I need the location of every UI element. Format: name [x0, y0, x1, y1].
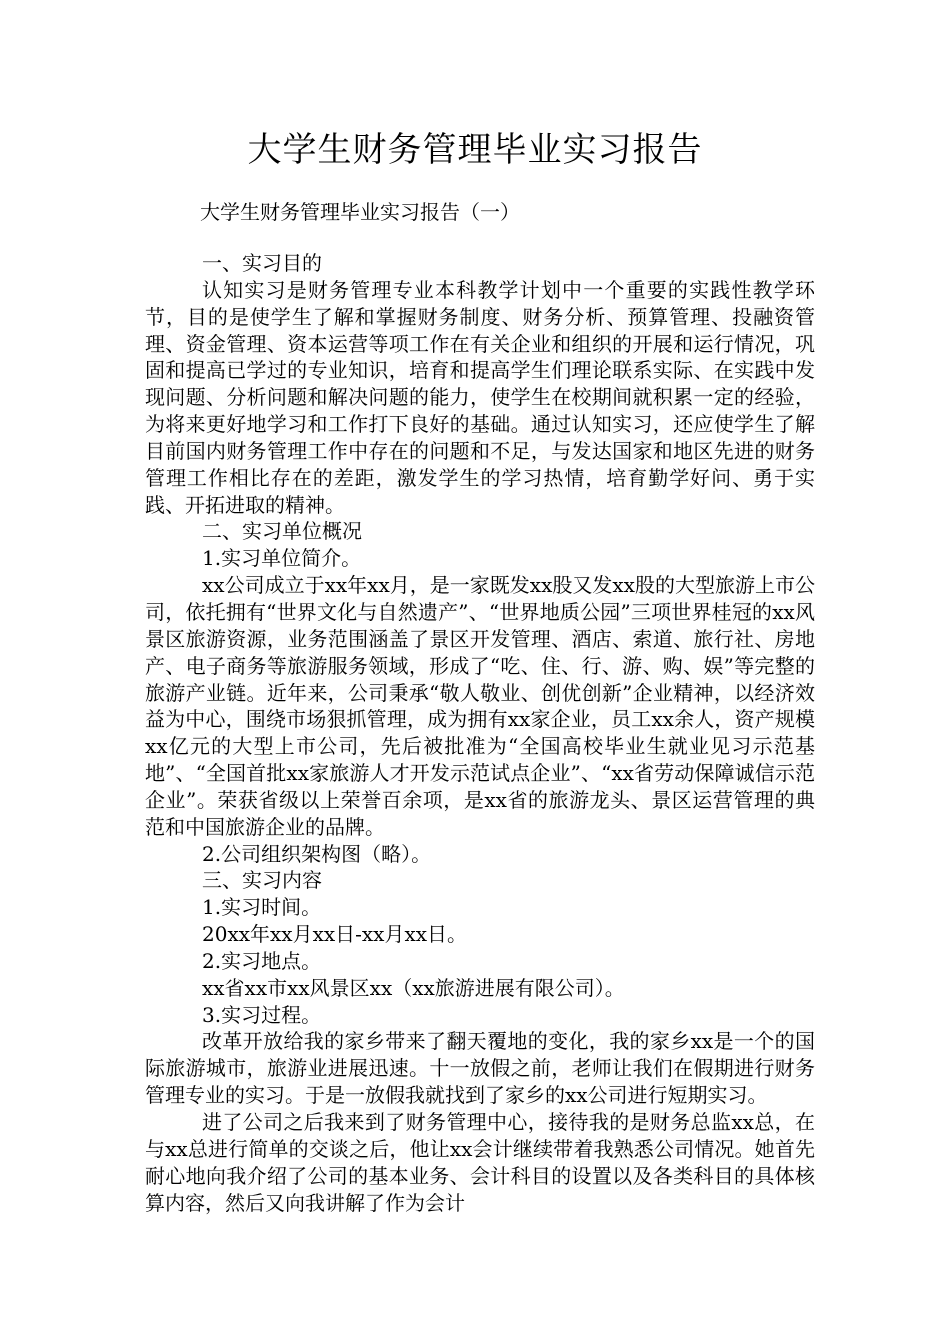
- document-title: 大学生财务管理毕业实习报告: [247, 130, 703, 170]
- body-line: xx省xx市xx风景区xx（xx旅游进展有限公司）。: [202, 975, 625, 1000]
- subsection-heading: 2.公司组织架构图（略）。: [202, 841, 432, 866]
- body-paragraph: 改革开放给我的家乡带来了翻天覆地的变化，我的家乡xx是一个的国际旅游城市，旅游业进展迅速。十一放假之前，老师让我们在假期进行财务管理专业的实习。于是一放假我就找到了家乡的xx公司进行短期实习。: [145, 1029, 815, 1108]
- subsection-heading: 1.实习时间。: [202, 895, 322, 920]
- subsection-heading: 1.实习单位简介。: [202, 546, 362, 571]
- subsection-heading: 2.实习地点。: [202, 948, 322, 973]
- subsection-heading: 3.实习过程。: [202, 1002, 322, 1027]
- section-heading: 二、实习单位概况: [202, 519, 362, 544]
- section-heading: 三、实习内容: [202, 868, 322, 893]
- body-paragraph: xx公司成立于xx年xx月，是一家既发xx股又发xx股的大型旅游上市公司，依托拥有“世界文化与自然遗产”、“世界地质公园”三项世界桂冠的xx风景区旅游资源，业务范围涵盖了景区开发管理、酒店、索道、旅行社、房地产、电子商务等旅游服务领域，形成了“吃、住、行、游、购、娱”等完整的旅游产业链。近年来，公司秉承“敬人敬业、创优创新”企业精神，以经济效益为中心，围绕市场狠抓管理，成为拥有xx家企业，员工xx余人，资产规模xx亿元的大型上市公司，先后被批准为“全国高校毕业生就业见习示范基地”、“全国首批xx家旅游人才开发示范试点企业”、“xx省劳动保障诚信示范企业”。荣获省级以上荣誉百余项，是xx省的旅游龙头、景区运营管理的典范和中国旅游企业的品牌。: [145, 573, 815, 839]
- section-heading: 一、实习目的: [202, 251, 322, 275]
- body-paragraph: 进了公司之后我来到了财务管理中心，接待我的是财务总监xx总，在与xx总进行简单的交谈之后，他让xx会计继续带着我熟悉公司情况。她首先耐心地向我介绍了公司的基本业务、会计科目的设置以及各类科目的具体核算内容，然后又向我讲解了作为会计: [145, 1110, 815, 1215]
- body-line: 20xx年xx月xx日-xx月xx日。: [202, 922, 467, 947]
- body-paragraph: 认知实习是财务管理专业本科教学计划中一个重要的实践性教学环节，目的是使学生了解和掌握财务制度、财务分析、预算管理、投融资管理、资金管理、资本运营等项工作在有关企业和组织的开展和运行情况，巩固和提高已学过的专业知识，培育和提高学生们理论联系实际、在实践中发现问题、分析问题和解决问题的能力，使学生在校期间就积累一定的经验，为将来更好地学习和工作打下良好的基础。通过认知实习，还应使学生了解目前国内财务管理工作中存在的问题和不足，与发达国家和地区先进的财务管理工作相比存在的差距，激发学生的学习热情，培育勤学好问、勇于实践、开拓进取的精神。: [145, 277, 815, 517]
- document-body: [145, 250, 815, 1216]
- document-subtitle: 大学生财务管理毕业实习报告（一）: [200, 200, 520, 224]
